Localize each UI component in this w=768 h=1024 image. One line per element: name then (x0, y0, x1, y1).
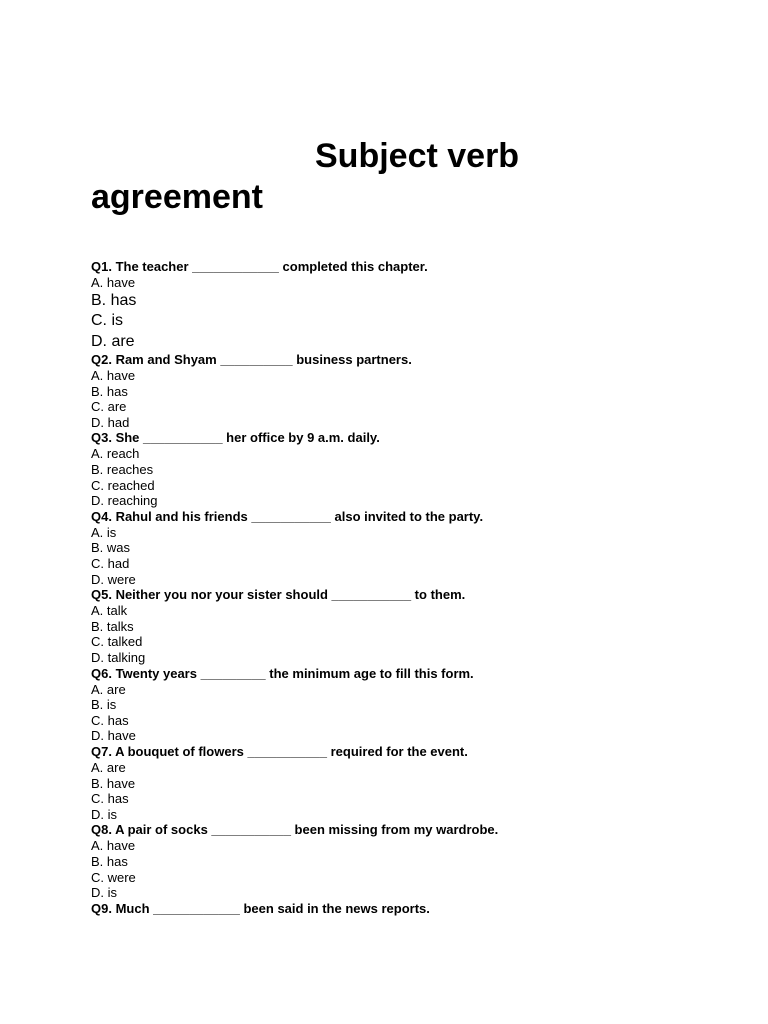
q4-option-b: B. was (91, 540, 131, 556)
q5-option-b: B. talks (91, 618, 134, 634)
question-4: Q4. Rahul and his friends ___________ also invited to the party. (91, 508, 484, 524)
q5-option-d: D. talking (91, 650, 146, 665)
q8-option-c: C. were (91, 869, 136, 885)
q6-option-b: B. is (91, 697, 117, 713)
q1-option-a: A. have (91, 275, 136, 290)
q8-option-b: B. has (91, 853, 128, 869)
q8-option-a: A. have (91, 838, 136, 854)
question-3: Q3. She ___________ her office by 9 a.m. daily. (91, 430, 380, 446)
q7-option-d: D. is (91, 806, 117, 822)
q6-option-d: D. have (91, 728, 136, 744)
q1-option-c: C. is (91, 312, 123, 330)
q8-option-d: D. is (91, 885, 117, 901)
q5-option-a: A. talk (91, 603, 128, 619)
q6-option-a: A. are (91, 681, 126, 697)
question-9: Q9. Much ____________ been said in the news reports. (91, 900, 430, 916)
question-7: Q7. A bouquet of flowers ___________ required for the event. (91, 743, 468, 759)
q6-option-c: C. has (91, 712, 129, 728)
q7-option-b: B. have (91, 775, 136, 791)
question-5: Q5. Neither you nor your sister should ___________ to them. (91, 587, 466, 603)
q3-option-d: D. reaching (91, 493, 158, 509)
q4-option-c: C. had (91, 556, 130, 572)
q4-option-d: D. were (91, 571, 136, 587)
q7-option-c: C. has (91, 791, 129, 807)
q3-option-a: A. reach (91, 446, 140, 462)
q7-option-a: A. are (91, 759, 126, 775)
q2-option-a: A. have (91, 368, 136, 384)
question-2: Q2. Ram and Shyam __________ business partners. (91, 352, 412, 368)
q5-option-c: C. talked (91, 634, 143, 650)
q2-option-b: B. has (91, 383, 128, 399)
title-line-1: Subject verb (315, 137, 520, 175)
question-8: Q8. A pair of socks ___________ been missing from my wardrobe. (91, 822, 499, 838)
title-line-2: agreement (91, 178, 263, 216)
question-list (91, 259, 731, 917)
question-1: Q1. The teacher ____________ completed this chapter. (91, 259, 428, 274)
q4-option-a: A. is (91, 524, 117, 540)
q1-option-d: D. are (91, 332, 135, 350)
q3-option-c: C. reached (91, 477, 155, 493)
q2-option-c: C. are (91, 399, 127, 415)
q1-option-b: B. has (91, 291, 137, 309)
q2-option-d: D. had (91, 414, 130, 430)
question-6: Q6. Twenty years _________ the minimum age to fill this form. (91, 665, 474, 681)
q3-option-b: B. reaches (91, 462, 154, 478)
